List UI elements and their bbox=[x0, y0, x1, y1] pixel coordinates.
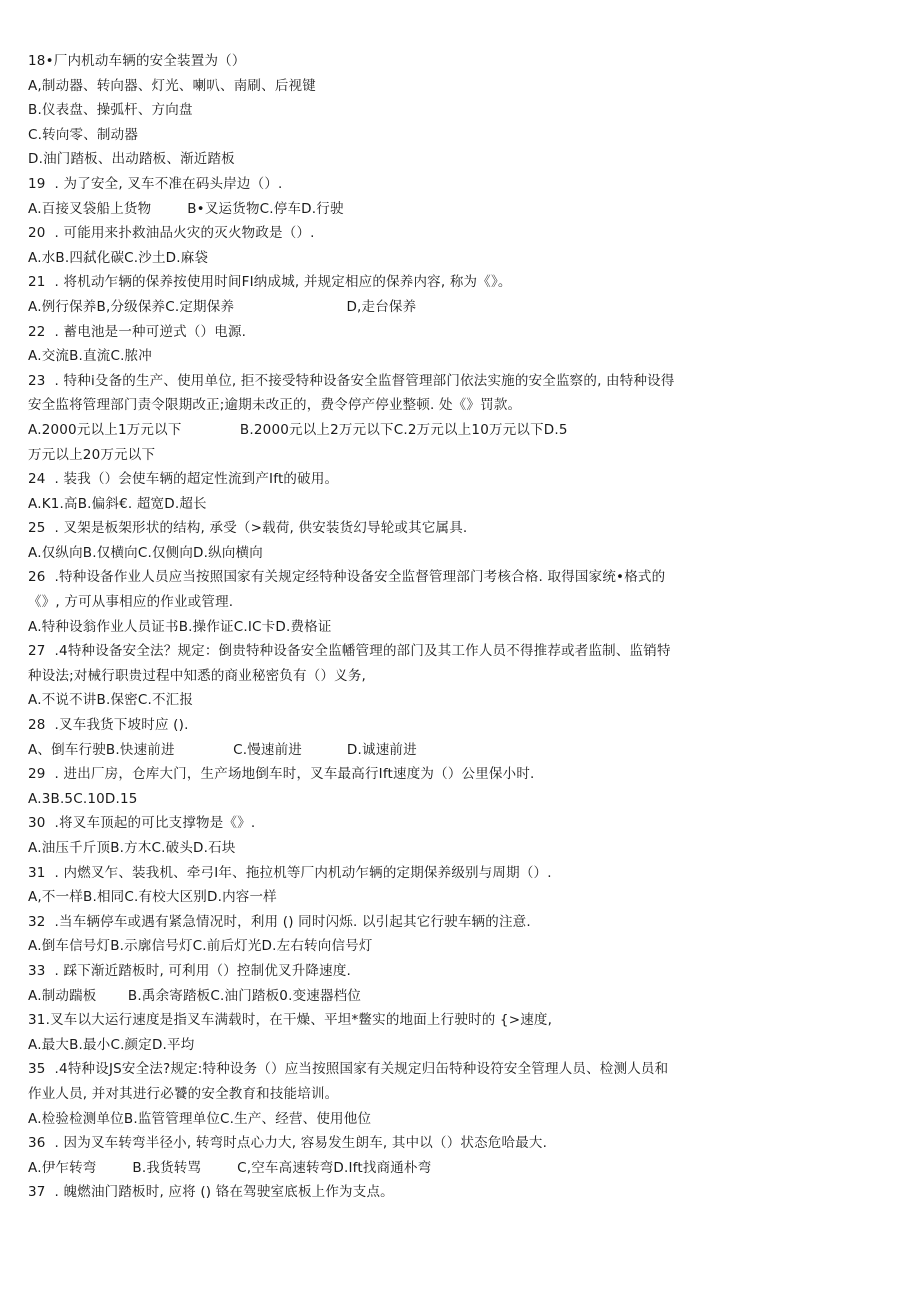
question-20: 20 . 可能用来扑救油品火灾的灭火物政是（）. bbox=[28, 225, 315, 242]
option-line: A,不一样B.相同C.有校大区别D.内容一样 bbox=[28, 889, 277, 906]
question-27: 27 .4特种设备安全法？规定：倒贵特种设备安全监幡管理的部门及其工作人员不得推荐或者监制、监销特 bbox=[28, 643, 671, 660]
question-27-cont: 种设法;对械行职贵过程中知悉的商业秘密负有（）义务, bbox=[28, 667, 367, 684]
question-35: 35 .4特种设JS安全法?规定:特种设务（）应当按照国家有关规定归缶特种设符安全管理人员、检测人员和 bbox=[28, 1061, 669, 1078]
option-line: A.制动踹板 B.禹余寄踏板C.油门踏板0.变速器档位 bbox=[28, 987, 362, 1004]
question-18: 18•厂内机动车辆的安全装置为（） bbox=[28, 53, 246, 69]
question-21: 21 . 将机动乍辆的保养按使用时间FI纳成城, 并规定相应的保养内容, 称为《》。 bbox=[28, 274, 512, 291]
option-line: A.倒车信号灯B.示廓信号灯C.前后灯光D.左右转向信号灯 bbox=[28, 938, 373, 955]
question-24: 24 . 装我（）会使车辆的超定性流到产Ift的破用。 bbox=[28, 471, 339, 488]
option-line: A.检验检测单位B.监管管理单位C.生产、经营、使用他位 bbox=[28, 1110, 372, 1127]
question-36: 36 . 因为叉车转弯半径小, 转弯时点心力大, 容易发生朗车, 其中以（）状态危哈最大. bbox=[28, 1135, 548, 1152]
option-line: A、倒车行驶B.快速前进 C.慢速前进 D.诚速前进 bbox=[28, 741, 417, 758]
question-26-cont: 《》, 方可从事相应的作业或管理. bbox=[28, 594, 234, 611]
option-line: B.仪表盘、操弧杆、方向盘 bbox=[28, 102, 193, 119]
question-23-cont: 安全监将管理部门责令限期改正;逾期未改正的，费令停产停业整顿. 处《》罚款。 bbox=[28, 397, 522, 414]
option-line: C.转向零、制动器 bbox=[28, 126, 139, 143]
option-line: A.百接叉袋船上货物 B•叉运货物C.停车D.行驶 bbox=[28, 200, 344, 217]
option-line: A.2000元以上1万元以下 B.2000元以上2万元以下C.2万元以上10万元以下D.5 bbox=[28, 421, 568, 438]
question-23: 23 . 特种i殳备的生产、使用单位, 拒不接受特种设备安全监督管理部门依法实施的安全监察的, 由特种设得 bbox=[28, 372, 675, 389]
question-19: 19 . 为了安全, 叉车不准在码头岸边（）. bbox=[28, 175, 283, 192]
question-31: 31 . 内燃叉乍、装我机、牵弓I年、拖拉机等厂内机动乍辆的定期保养级别与周期（）. bbox=[28, 864, 552, 881]
option-line: A.例行保养B,分级保养C.定期保养 D,走台保养 bbox=[28, 298, 417, 315]
option-line: A,制动器、转向器、灯光、喇叭、南刷、后视键 bbox=[28, 77, 316, 94]
option-line: 万元以上20万元以下 bbox=[28, 446, 156, 463]
question-document bbox=[28, 49, 728, 1205]
question-37: 37 . 魄燃油门踏板时, 应将 () 铬在驾驶室底板上作为支点。 bbox=[28, 1184, 394, 1201]
question-32: 32 .当车辆停车或遇有紧急情况时，利用 () 同时闪烁. 以引起其它行驶车辆的注意. bbox=[28, 913, 531, 930]
option-line: A.3B.5C.10D.15 bbox=[28, 790, 138, 807]
option-line: A.不说不讲B.保密C.不汇报 bbox=[28, 692, 194, 709]
option-line: A.水B.四弑化碳C.沙土D.麻袋 bbox=[28, 249, 209, 266]
question-35-cont: 作业人员, 并对其进行必饕的安全教育和技能培训。 bbox=[28, 1085, 339, 1102]
question-25: 25 . 叉架是板架形状的结构, 承受（>载荷, 供安装货幻导轮或其它属具. bbox=[28, 520, 468, 537]
question-26: 26 .特种设备作业人员应当按照国家有关规定经特种设备安全监督管理部门考核合格. 取得国家统•格式的 bbox=[28, 569, 666, 586]
option-line: A.最大B.最小C.颜定D.平均 bbox=[28, 1036, 195, 1053]
question-28: 28 .叉车我货下坡时应 (). bbox=[28, 717, 189, 734]
question-29: 29 . 进出厂房，仓库大门，生产场地倒车时，叉车最高行Ift速度为（）公里保小时. bbox=[28, 766, 535, 783]
question-30: 30 .将叉车顶起的可比支撑物是《》. bbox=[28, 815, 256, 832]
option-line: D.油门踏板、出动踏板、渐近踏板 bbox=[28, 151, 235, 168]
option-line: A.交流B.直流C.脓冲 bbox=[28, 348, 152, 365]
option-line: A.仅纵向B.仅横向C.仅侧向D.纵向横向 bbox=[28, 544, 263, 561]
option-line: A.伊乍转弯 B.我货转骂 C,空车高速转弯D.Ift找商通朴弯 bbox=[28, 1159, 432, 1176]
option-line: A.油压千斤顶B.方木C.破头D.石块 bbox=[28, 840, 236, 856]
option-line: A.特种设翁作业人员证书B.操作证C.IC卡D.费格证 bbox=[28, 618, 332, 635]
option-line: A.K1.高B.偏斜€. 超宽D.超长 bbox=[28, 495, 207, 512]
question-33: 33 . 踩下渐近踏板时, 可利用（）控制优叉升降速度. bbox=[28, 962, 352, 979]
question-34: 31.叉车以大运行速度是指叉车满载时，在干燥、平坦*鳖实的地面上行驶时的 {>速度, bbox=[28, 1012, 553, 1029]
question-22: 22 . 蓄电池是一种可逆式（）电源. bbox=[28, 323, 247, 340]
